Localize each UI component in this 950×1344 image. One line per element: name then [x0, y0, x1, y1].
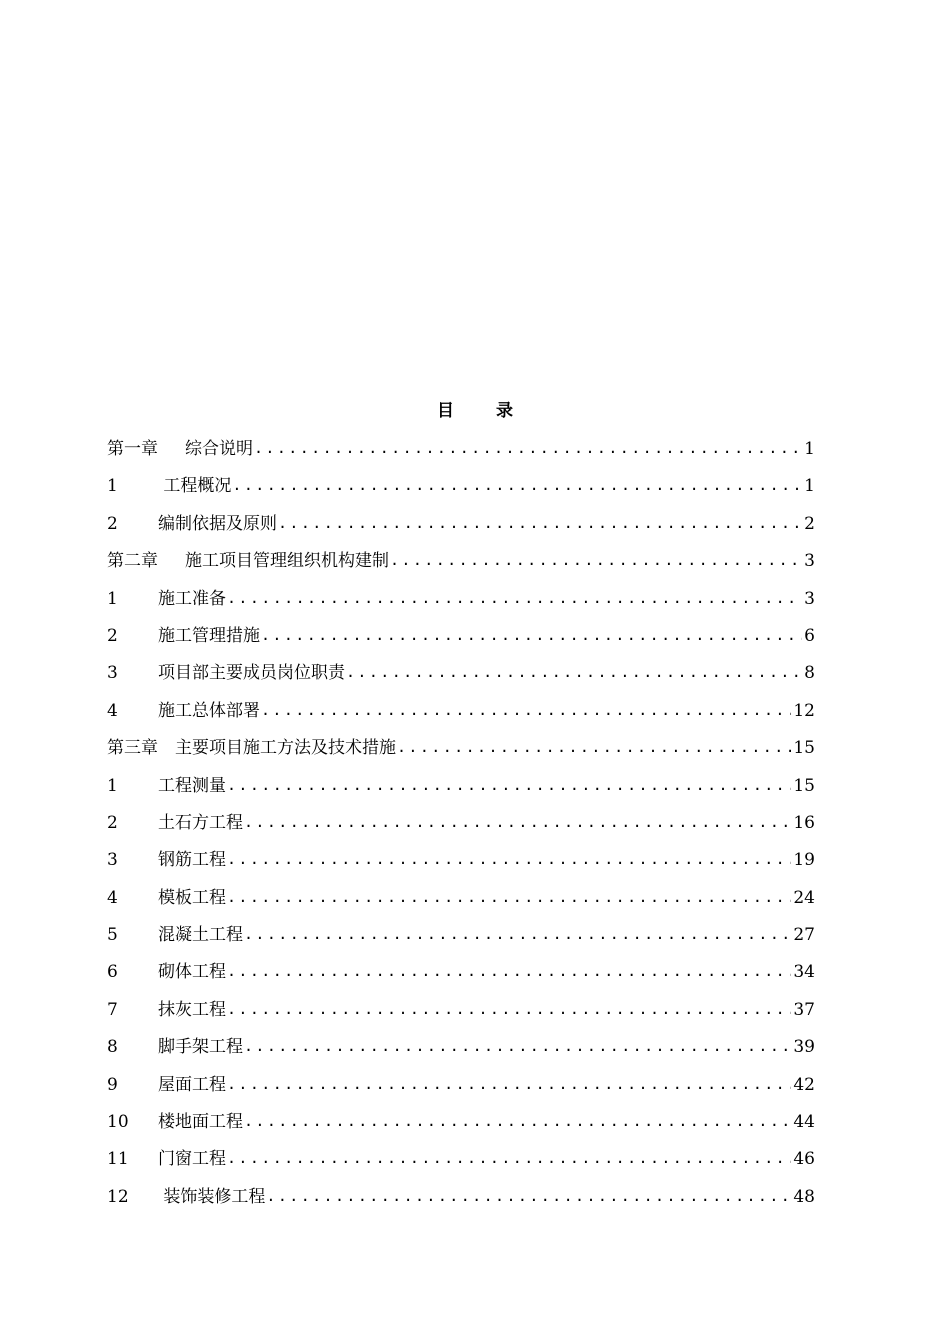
toc-entry-number: 4	[107, 887, 118, 908]
toc-entry-label: 主要项目施工方法及技术措施	[175, 738, 396, 759]
toc-dot-leader	[227, 1145, 791, 1171]
toc-entry-number: 9	[107, 1074, 118, 1095]
toc-entry[interactable]	[107, 1034, 815, 1071]
toc-dot-leader	[227, 958, 791, 984]
toc-entry-label: 抹灰工程	[158, 999, 226, 1020]
toc-dot-leader	[227, 996, 791, 1022]
toc-entry-page: 8	[804, 663, 815, 684]
toc-entry-page: 12	[793, 700, 815, 721]
toc-entry-page: 1	[804, 439, 815, 459]
toc-entry-label: 砌体工程	[158, 962, 226, 983]
toc-entry-label: 屋面工程	[158, 1074, 226, 1095]
toc-entry-number: 2	[107, 812, 118, 833]
toc-entry[interactable]	[107, 885, 815, 922]
toc-title: 目 录	[437, 401, 531, 421]
toc-entry-number: 第三章	[107, 738, 158, 759]
toc-entry-number: 5	[107, 925, 118, 946]
toc-entry-page: 46	[793, 1149, 815, 1170]
toc-dot-leader	[278, 510, 802, 536]
toc-entry-page: 39	[793, 1037, 815, 1058]
toc-entry-label: 工程概况	[158, 476, 232, 497]
toc-entry[interactable]	[107, 810, 815, 847]
toc-entry-label: 工程测量	[158, 775, 226, 796]
toc-dot-leader	[397, 734, 791, 760]
toc-dot-leader	[227, 585, 802, 611]
toc-entry-label: 脚手架工程	[158, 1037, 243, 1058]
toc-entry-number: 6	[107, 962, 118, 983]
toc-entry-label: 编制依据及原则	[158, 513, 277, 534]
toc-entry-page: 2	[804, 513, 815, 534]
toc-dot-leader	[254, 435, 802, 461]
toc-dot-leader	[244, 921, 791, 947]
toc-entry-number: 3	[107, 850, 118, 871]
toc-entry-page: 27	[793, 925, 815, 946]
toc-dot-leader	[390, 547, 802, 573]
toc-entry-page: 37	[793, 999, 815, 1020]
toc-entry[interactable]	[107, 773, 815, 810]
toc-entry-label: 施工项目管理组织机构建制	[185, 551, 389, 572]
toc-entry-page: 15	[793, 775, 815, 796]
toc-entry[interactable]	[107, 660, 815, 697]
toc-entry-page: 24	[793, 887, 815, 908]
toc-entry-number: 11	[107, 1149, 129, 1170]
toc-entry[interactable]	[107, 735, 815, 772]
toc-entry-number: 1	[107, 775, 118, 796]
toc-entry[interactable]	[107, 511, 815, 548]
toc-dot-leader	[227, 846, 791, 872]
toc-entry-label: 施工总体部署	[158, 700, 260, 721]
toc-entry-page: 16	[793, 812, 815, 833]
toc-entry-page: 1	[804, 476, 815, 497]
toc-entry[interactable]	[107, 1109, 815, 1146]
toc-entry-number: 第二章	[107, 551, 158, 572]
toc-dot-leader	[227, 884, 791, 910]
toc-entry-number: 8	[107, 1037, 118, 1058]
toc-entry[interactable]	[107, 698, 815, 735]
toc-entry-label: 综合说明	[185, 439, 253, 459]
toc-entry[interactable]	[107, 436, 815, 473]
toc-entry-number: 4	[107, 700, 118, 721]
toc-entry[interactable]	[107, 847, 815, 884]
toc-entry-number: 10	[107, 1112, 129, 1133]
toc-dot-leader	[346, 659, 802, 685]
toc-entry[interactable]	[107, 997, 815, 1034]
toc-entry[interactable]	[107, 922, 815, 959]
toc-entry[interactable]	[107, 1072, 815, 1109]
toc-dot-leader	[261, 622, 802, 648]
toc-dot-leader	[227, 1071, 791, 1097]
toc-entry-number: 12	[107, 1186, 129, 1207]
toc-dot-leader	[244, 809, 791, 835]
toc-entry[interactable]	[107, 1184, 815, 1221]
toc-entry-number: 3	[107, 663, 118, 684]
toc-entry-page: 48	[793, 1186, 815, 1207]
toc-dot-leader	[227, 772, 791, 798]
toc-entry-label: 项目部主要成员岗位职责	[158, 663, 345, 684]
toc-entry-label: 施工准备	[158, 588, 226, 609]
toc-entry-page: 42	[793, 1074, 815, 1095]
toc-entry-page: 15	[793, 738, 815, 759]
toc-entry[interactable]	[107, 959, 815, 996]
toc-entry-number: 第一章	[107, 439, 158, 459]
toc-dot-leader	[266, 1183, 791, 1209]
toc-entry-number: 2	[107, 625, 118, 646]
toc-entry-page: 34	[793, 962, 815, 983]
toc-entry-label: 模板工程	[158, 887, 226, 908]
toc-entry-page: 3	[804, 588, 815, 609]
toc-entry[interactable]	[107, 548, 815, 585]
toc-entry[interactable]	[107, 473, 815, 510]
toc-entry-number: 7	[107, 999, 118, 1020]
toc-entry-label: 土石方工程	[158, 812, 243, 833]
toc-entry-number: 1	[107, 476, 118, 497]
toc-dot-leader	[244, 1108, 791, 1134]
toc-dot-leader	[232, 472, 802, 498]
toc-dot-leader	[261, 697, 791, 723]
toc-entry[interactable]	[107, 623, 815, 660]
toc-entry-label: 装饰装修工程	[158, 1186, 266, 1207]
toc-entry-number: 1	[107, 588, 118, 609]
toc-entry[interactable]	[107, 586, 815, 623]
toc-entry-label: 施工管理措施	[158, 625, 260, 646]
toc-entry-page: 44	[793, 1112, 815, 1133]
toc-entry[interactable]	[107, 1146, 815, 1183]
toc-entry-label: 混凝土工程	[158, 925, 243, 946]
toc-entry-number: 2	[107, 513, 118, 534]
toc-list	[107, 436, 815, 1221]
toc-entry-page: 3	[804, 551, 815, 572]
toc-entry-page: 19	[793, 850, 815, 871]
toc-entry-label: 门窗工程	[158, 1149, 226, 1170]
toc-entry-label: 钢筋工程	[158, 850, 226, 871]
toc-entry-page: 6	[804, 625, 815, 646]
toc-dot-leader	[244, 1033, 791, 1059]
toc-entry-label: 楼地面工程	[158, 1112, 243, 1133]
